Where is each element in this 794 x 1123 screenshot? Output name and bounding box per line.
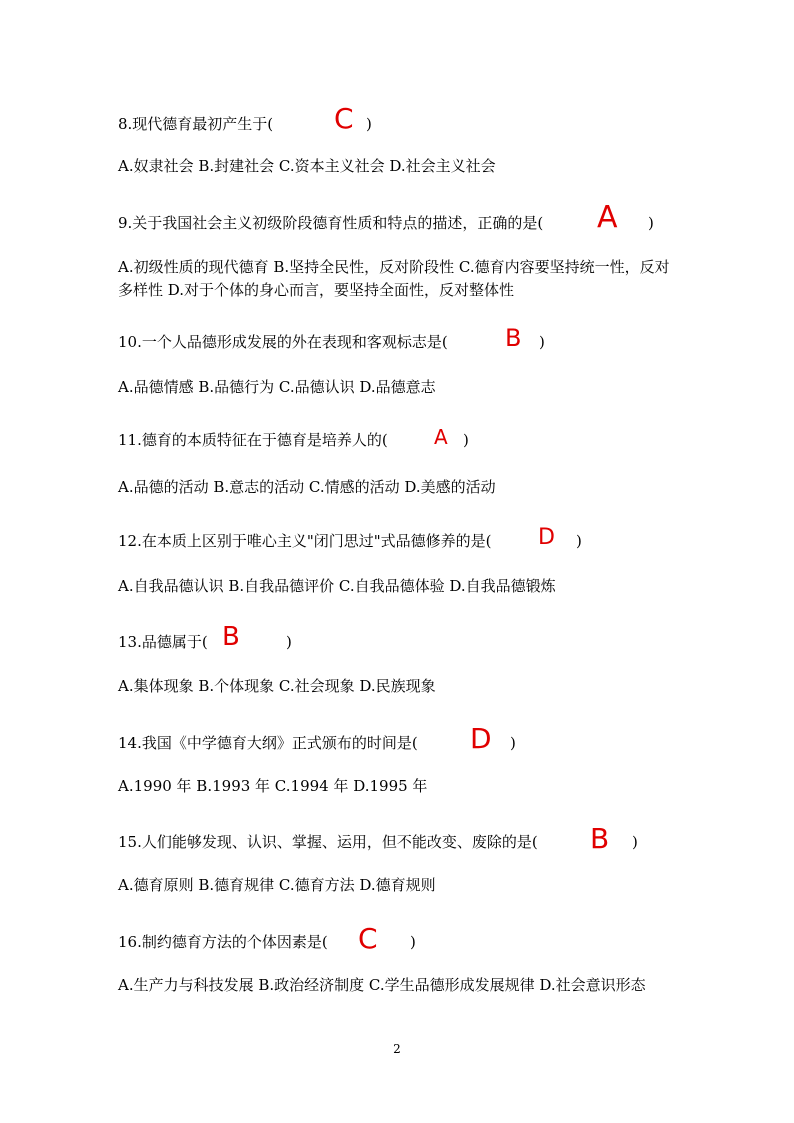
question-11-close: ) xyxy=(463,431,469,449)
question-12-close: ) xyxy=(576,532,582,550)
answer-10: B xyxy=(505,324,522,352)
question-15-stem: 15.人们能够发现、认识、掌握、运用，但不能改变、废除的是( xyxy=(118,833,538,851)
question-11-options: A.品德的活动 B.意志的活动 C.情感的活动 D.美感的活动 xyxy=(118,478,496,496)
question-14-stem: 14.我国《中学德育大纲》正式颁布的时间是( xyxy=(118,734,418,752)
question-8-options: A.奴隶社会 B.封建社会 C.资本主义社会 D.社会主义社会 xyxy=(118,157,496,175)
answer-15: B xyxy=(590,822,610,855)
question-11-stem: 11.德育的本质特征在于德育是培养人的( xyxy=(118,431,388,449)
answer-16: C xyxy=(358,922,378,955)
question-9-options: A.初级性质的现代德育 B.坚持全民性，反对阶段性 C.德育内容要坚持统一性，反对多样性 D.对于个体的身心而言，要坚持全面性，反对整体性 xyxy=(118,258,670,299)
question-13-options: A.集体现象 B.个体现象 C.社会现象 D.民族现象 xyxy=(118,677,436,695)
answer-9: A xyxy=(597,200,618,235)
answer-8: C xyxy=(334,102,354,135)
question-8-close: ) xyxy=(366,115,372,133)
answer-12: D xyxy=(538,525,555,550)
question-9-close: ) xyxy=(648,214,654,232)
question-16-close: ) xyxy=(410,933,416,951)
question-15-close: ) xyxy=(632,833,638,851)
question-10-stem: 10.一个人品德形成发展的外在表现和客观标志是( xyxy=(118,333,448,351)
question-14-options: A.1990 年 B.1993 年 C.1994 年 D.1995 年 xyxy=(118,777,428,795)
question-10-options: A.品德情感 B.品德行为 C.品德认识 D.品德意志 xyxy=(118,378,436,396)
question-9-stem: 9.关于我国社会主义初级阶段德育性质和特点的描述，正确的是( xyxy=(118,214,544,232)
question-16-stem: 16.制约德育方法的个体因素是( xyxy=(118,933,328,951)
question-14-close: ) xyxy=(510,734,516,752)
answer-13: B xyxy=(222,622,240,652)
question-15-options: A.德育原则 B.德育规律 C.德育方法 D.德育规则 xyxy=(118,876,436,894)
answer-14: D xyxy=(470,722,492,755)
question-13-close: ) xyxy=(286,633,292,651)
question-12-options: A.自我品德认识 B.自我品德评价 C.自我品德体验 D.自我品德锻炼 xyxy=(118,577,556,595)
question-10-close: ) xyxy=(539,333,545,351)
answer-11: A xyxy=(434,425,448,449)
question-12-stem: 12.在本质上区别于唯心主义"闭门思过"式品德修养的是( xyxy=(118,532,492,550)
question-13-stem: 13.品德属于( xyxy=(118,633,208,651)
page-number: 2 xyxy=(393,1042,401,1056)
question-16-options: A.生产力与科技发展 B.政治经济制度 C.学生品德形成发展规律 D.社会意识形态 xyxy=(118,976,646,994)
question-8-stem: 8.现代德育最初产生于( xyxy=(118,115,274,133)
